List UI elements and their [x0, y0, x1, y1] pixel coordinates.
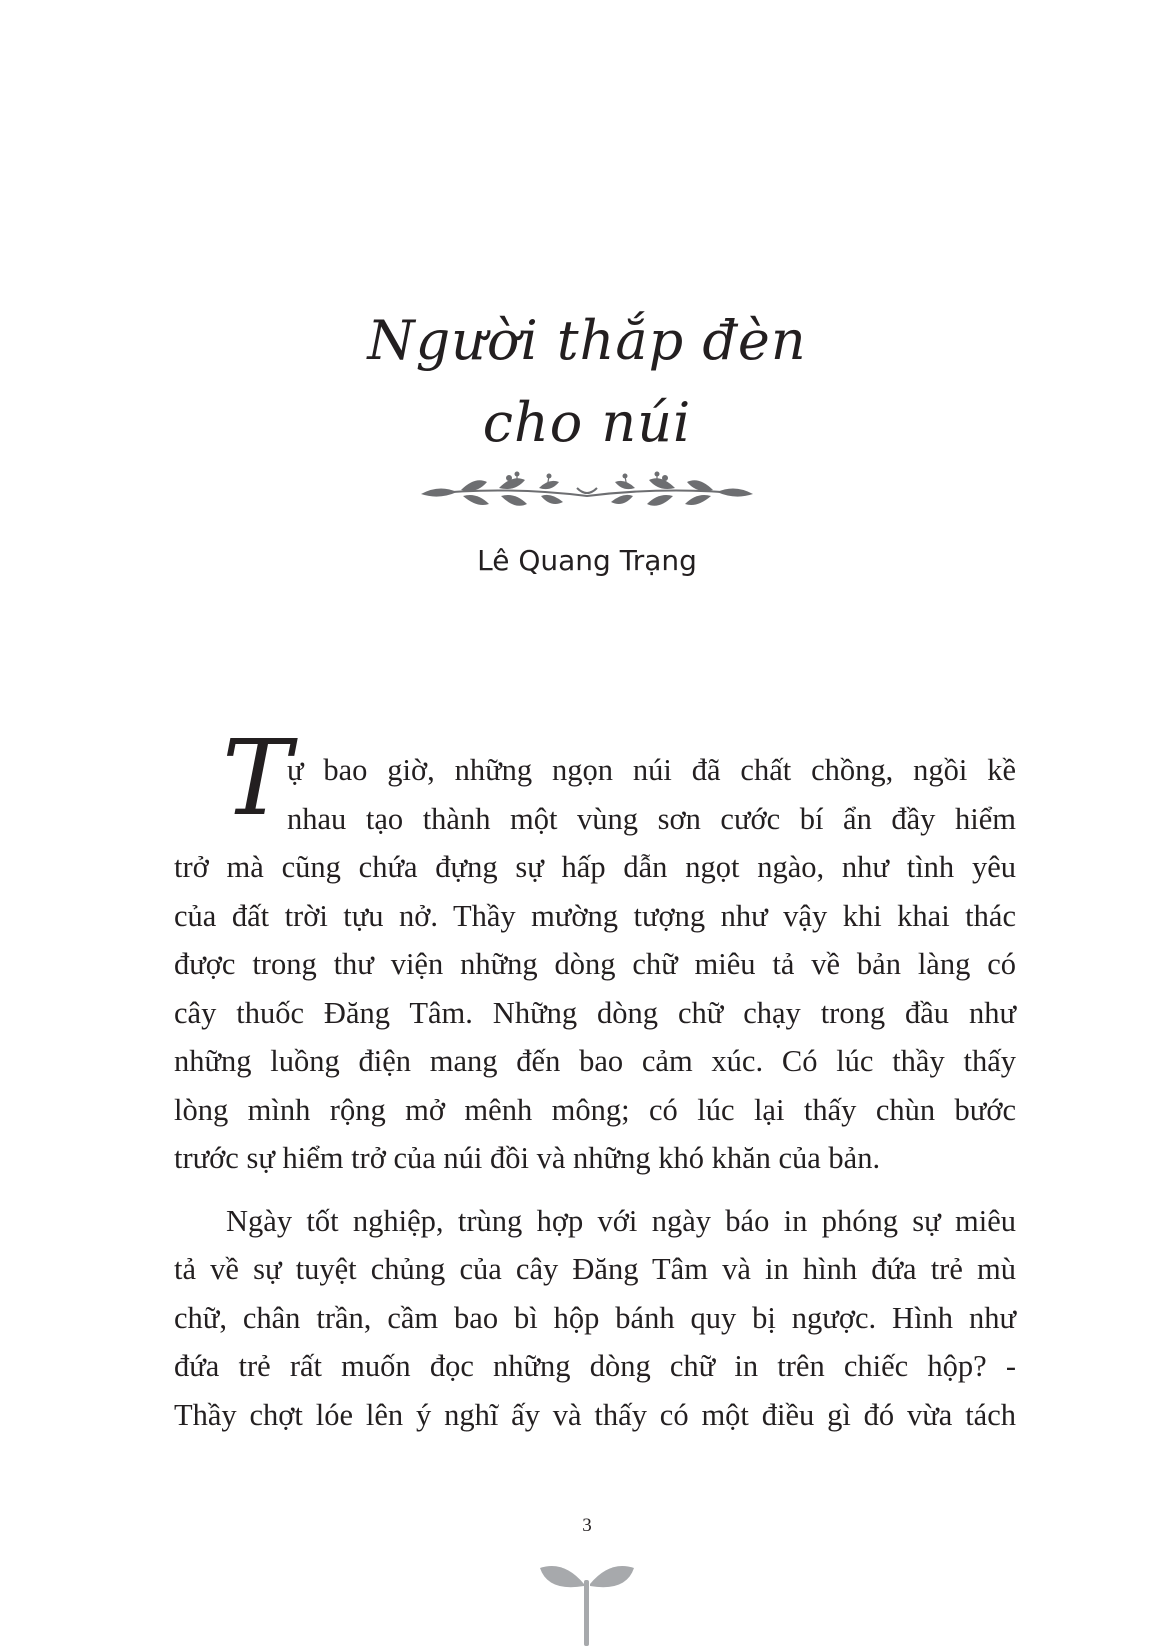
leaf-vine-divider-icon — [417, 470, 757, 516]
text-line: của đất trời tựu nở. Thầy mường tượng như vậy khi khai thác — [174, 898, 1016, 933]
text-line: Ngày tốt nghiệp, trùng hợp với ngày báo in phóng sự miêu — [226, 1203, 1016, 1238]
body-text — [174, 746, 1016, 1439]
text-line: đứa trẻ rất muốn đọc những dòng chữ in trên chiếc hộp? - — [174, 1349, 1016, 1383]
text-line: trước sự hiểm trở của núi đồi và những khó khăn của bản. — [174, 1141, 881, 1175]
text-line: ự bao giờ, những ngọn núi đã chất chồng, ngồi kề — [287, 753, 1016, 787]
text-line: chữ, chân trần, cầm bao bì hộp bánh quy bị ngược. Hình như — [174, 1300, 1016, 1335]
chapter-title — [0, 300, 1174, 464]
text-line: lòng mình rộng mở mênh mông; có lúc lại thấy chùn bước — [174, 1092, 1016, 1127]
author-name: Lê Quang Trạng — [477, 544, 697, 577]
text-line: được trong thư viện những dòng chữ miêu tả về bản làng có — [174, 947, 1016, 981]
chapter-title-line-1: Người thắp đèn — [367, 309, 807, 372]
drop-cap: T — [222, 717, 292, 839]
sprout-icon — [534, 1540, 640, 1646]
text-line: tả về sự tuyệt chủng của cây Đăng Tâm và in hình đứa trẻ mù — [174, 1252, 1016, 1286]
text-line: những luồng điện mang đến bao cảm xúc. Có lúc thầy thấy — [174, 1044, 1016, 1078]
text-line: trở mà cũng chứa đựng sự hấp dẫn ngọt ngào, như tình yêu — [174, 850, 1016, 884]
text-line: nhau tạo thành một vùng sơn cước bí ẩn đầy hiểm — [287, 801, 1016, 836]
text-line: Thầy chợt lóe lên ý nghĩ ấy và thấy có một điều gì đó vừa tách — [174, 1397, 1016, 1432]
page-number: 3 — [582, 1515, 592, 1536]
paragraph-2 — [174, 1197, 1016, 1440]
text-line: cây thuốc Đăng Tâm. Những dòng chữ chạy trong đầu như — [174, 995, 1016, 1030]
paragraph-1 — [174, 746, 1016, 1183]
chapter-title-line-2: cho núi — [482, 391, 692, 454]
